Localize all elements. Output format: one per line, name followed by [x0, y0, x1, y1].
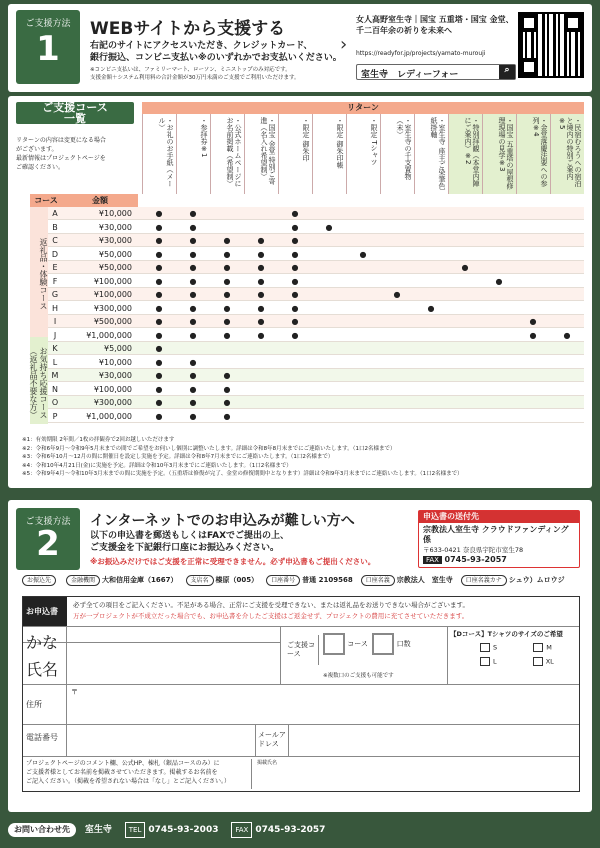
- included-dot: ●: [189, 276, 197, 286]
- search-text: 室生寺 レディーフォー: [361, 70, 459, 80]
- included-dot: ●: [189, 398, 197, 407]
- course-row: [48, 302, 584, 315]
- included-dot: ●: [461, 263, 469, 272]
- course-row: [48, 329, 584, 342]
- bank-label: お振込先: [22, 575, 56, 586]
- included-dot: ●: [291, 222, 299, 232]
- included-dot: ●: [189, 330, 197, 340]
- included-dot: ●: [155, 263, 163, 272]
- contact-bar: お問い合わせ先 室生寺 TEL 0745-93-2003 FAX 0745-93-2057: [8, 822, 325, 838]
- web-note: ※コンビニ支払いは、ファミリーマート、ローソン、ミニストップのみ対応です。 支援金額＋システム利用料の合計金額が30万円未満のご支援でご利用いただけます。: [90, 67, 300, 81]
- course-amount: ¥1,000,000: [86, 411, 132, 421]
- phone-field[interactable]: [69, 725, 255, 756]
- included-dot: ●: [155, 411, 163, 421]
- included-dot: ●: [427, 303, 435, 313]
- included-dot: ●: [223, 411, 231, 421]
- course-row: [48, 234, 584, 247]
- published-name-field[interactable]: 掲載氏名: [257, 760, 278, 766]
- included-dot: ●: [155, 249, 163, 259]
- included-dot: ●: [257, 249, 265, 259]
- included-dot: ●: [257, 290, 265, 299]
- included-dot: ●: [257, 276, 265, 286]
- included-dot: ●: [223, 249, 231, 259]
- course-amount: ¥300,000: [93, 398, 132, 407]
- course-id: E: [52, 263, 58, 272]
- course-amount: ¥10,000: [98, 357, 132, 367]
- course-id: K: [52, 344, 58, 353]
- course-row: [48, 342, 584, 355]
- course-id: B: [52, 222, 58, 232]
- included-dot: ●: [155, 317, 163, 326]
- included-dot: ●: [291, 236, 299, 245]
- return-column-7: ・限定 Tシャツ: [346, 114, 380, 194]
- course-amount: ¥300,000: [93, 303, 132, 313]
- method-badge-1: [16, 10, 80, 84]
- web-desc: 右記のサイトにアクセスいただき、クレジットカード、 銀行振込、コンビニ支払い※のいずれかでお支払いください。: [90, 41, 342, 63]
- included-dot: ●: [257, 263, 265, 272]
- footnote: ※4：令和10年4月21日(金)に実施を予定。詳細は令和10年3月末までにご連絡いたします。（1口2名様まで）: [22, 462, 292, 469]
- course-amount: ¥30,000: [98, 222, 132, 232]
- chevron-right-icon: ›: [340, 34, 348, 55]
- included-dot: ●: [291, 317, 299, 326]
- course-id: P: [52, 411, 58, 421]
- course-id: C: [52, 236, 58, 245]
- method-label: ご支援方法: [25, 19, 71, 29]
- group-support: お気持ち応援コース（返礼品不要な方）: [30, 337, 48, 424]
- course-id: H: [51, 303, 58, 313]
- course-row: [48, 221, 584, 234]
- included-dot: ●: [223, 398, 231, 407]
- bank-value: 榛原（005）: [215, 576, 259, 584]
- included-dot: ●: [189, 317, 197, 326]
- course-amount: ¥10,000: [98, 209, 132, 218]
- included-dot: ●: [189, 371, 197, 380]
- included-dot: ●: [155, 222, 163, 232]
- course-entry[interactable]: コース 口数: [323, 633, 411, 655]
- included-dot: ●: [189, 209, 197, 218]
- course-id: F: [52, 276, 58, 286]
- included-dot: ●: [291, 249, 299, 259]
- tshirt-size: 【Dコース】Tシャツのサイズのご希望 S M L XL: [447, 627, 579, 684]
- course-amount: ¥5,000: [104, 344, 132, 353]
- course-amount: ¥30,000: [98, 371, 132, 380]
- included-dot: ●: [155, 290, 163, 299]
- course-row: [48, 275, 584, 288]
- included-dot: ●: [223, 263, 231, 272]
- search-icon[interactable]: ⌕: [499, 65, 515, 79]
- course-row: [48, 315, 584, 328]
- included-dot: ●: [257, 303, 265, 313]
- course-footnotes: [22, 436, 578, 479]
- course-row: [48, 288, 584, 301]
- included-dot: ●: [189, 303, 197, 313]
- application-form: お申込書 必ず全ての項目をご記入ください。不足がある場合、正常にご支援を受理できない、または返礼品をお送りできない場合がございます。 万が一プロジェクトが不成立だった場合でも、お申込書を介したご支援はご返金せず、プロジェクトの費用に充てさせていただきます。 かな 氏名 ご支援コース コース 口数 ※複数口のご支援も可能です 【Dコース】Tシャツのサイズのご希望 S M L XL 住所 〒 電話番号 メールアドレス プロジェクトページのコメント欄、公式HP、棟札（銀品コースのみ）に ご支援者様としてお名前を掲載させていただきます。掲載するお名前を ご記入ください。（掲載を希望されない場合は「なし」とご記入ください。） 掲載氏名: [22, 596, 580, 792]
- return-column-13: ・民宿むろうへの宿泊と境内の特別ご案内※5: [550, 114, 584, 194]
- offline-desc: 以下の申込書を郵送もしくはFAXでご提出の上、 ご支援金を下記銀行口座にお振込みください。: [90, 531, 290, 553]
- course-row: [48, 261, 584, 274]
- included-dot: ●: [189, 222, 197, 232]
- return-column-4: ・国宝 金堂 特別ご寄進（名入れ希望制）: [244, 114, 278, 194]
- course-amount: ¥100,000: [93, 290, 132, 299]
- qr-code[interactable]: [518, 12, 584, 78]
- included-dot: ●: [155, 398, 163, 407]
- size-l-checkbox[interactable]: [480, 657, 490, 666]
- return-column-3: ・公式ホームページにお名前掲載（希望制）: [210, 114, 244, 194]
- course-id: M: [51, 371, 59, 380]
- included-dot: ●: [325, 222, 333, 232]
- course-id: D: [51, 249, 59, 259]
- offline-warning: ※お振込みだけではご支援を正常に受理できません。必ず申込書もご提出ください。: [90, 557, 376, 566]
- included-dot: ●: [155, 209, 163, 218]
- included-dot: ●: [223, 290, 231, 299]
- return-column-9: ・室生寺 座主ご染筆色紙掛軸: [414, 114, 448, 194]
- return-column-6: ・限定 御朱印帳: [312, 114, 346, 194]
- bank-label: 口座番号: [266, 575, 300, 586]
- course-amount: ¥500,000: [93, 317, 132, 326]
- included-dot: ●: [189, 357, 197, 367]
- course-amount: ¥50,000: [98, 249, 132, 259]
- course-id: G: [51, 290, 59, 299]
- included-dot: ●: [223, 236, 231, 245]
- course-row: [48, 410, 584, 423]
- included-dot: ●: [155, 330, 163, 340]
- mail-address-box: 申込書の送付先 宗教法人室生寺 クラウドファンディング係 〒633-0421 奈良県宇陀市室生78 FAX 0745-93-2057: [418, 510, 580, 568]
- search-box[interactable]: [356, 64, 516, 80]
- included-dot: ●: [291, 330, 299, 340]
- included-dot: ●: [495, 276, 503, 286]
- bank-value: 宗教法人 室生寺: [396, 576, 453, 584]
- included-dot: ●: [155, 276, 163, 286]
- course-id: O: [51, 398, 59, 407]
- kana-field[interactable]: [69, 627, 280, 642]
- method-badge-2: ご支援方法 2: [16, 508, 80, 570]
- bank-label: 金融機関: [66, 575, 100, 586]
- course-row: [48, 383, 584, 396]
- amount-column-header: 金額: [62, 194, 138, 207]
- return-column-12: ・金堂落慶法要への参列※4: [516, 114, 550, 194]
- included-dot: ●: [155, 371, 163, 380]
- course-id: I: [53, 317, 57, 326]
- course-row: [48, 396, 584, 409]
- footnote: ※5：令和9年4月〜令和10年3月末までの間に実施を予定。（五重塔は修復が完了、金堂の修復期間中となります）詳細は令和9年3月末までにご連絡いたします。（1口2名様まで）: [22, 471, 463, 477]
- included-dot: ●: [529, 317, 537, 326]
- footnote: ※2：令和6年9月〜令和9年5月末までの間でご希望をお伺いし個別に調整いたします。詳細は令和8年8月末までにご連絡いたします。（1口2名様まで）: [22, 445, 396, 452]
- bank-value: 普通 2109568: [302, 576, 353, 584]
- included-dot: ●: [155, 236, 163, 245]
- form-title: お申込書: [23, 597, 67, 626]
- group-experience: 返礼品・体験コース: [30, 207, 48, 337]
- course-id: J: [53, 330, 57, 340]
- included-dot: ●: [223, 330, 231, 340]
- address-field[interactable]: 〒: [71, 688, 78, 696]
- included-dot: ●: [189, 236, 197, 245]
- course-row: [48, 207, 584, 220]
- bank-label: 支店名: [186, 575, 214, 586]
- included-dot: ●: [189, 263, 197, 272]
- return-column-5: ・限定 御朱印: [278, 114, 312, 194]
- web-title: WEBサイトから支援する: [90, 19, 286, 39]
- footnote: ※1：有効期限 2年間／1枚の拝観券で2回お越しいただけます: [22, 437, 175, 443]
- included-dot: ●: [189, 411, 197, 421]
- return-header: リターン: [142, 102, 584, 114]
- included-dot: ●: [155, 357, 163, 367]
- course-row: [48, 356, 584, 369]
- course-id: L: [52, 357, 58, 367]
- included-dot: ●: [257, 330, 265, 340]
- bank-label: 口座名義: [361, 575, 395, 586]
- bank-label: 口座名義カナ: [461, 575, 507, 586]
- included-dot: ●: [189, 249, 197, 259]
- included-dot: ●: [223, 317, 231, 326]
- included-dot: ●: [155, 303, 163, 313]
- included-dot: ●: [529, 330, 537, 340]
- offline-title: インターネットでのお申込みが難しい方へ: [90, 513, 355, 529]
- included-dot: ●: [563, 330, 571, 340]
- course-row: [48, 369, 584, 382]
- included-dot: ●: [291, 303, 299, 313]
- name-field[interactable]: [69, 643, 280, 685]
- included-dot: ●: [223, 371, 231, 380]
- web-support-section: [8, 4, 592, 92]
- course-id: A: [52, 209, 58, 218]
- size-xl-checkbox[interactable]: [533, 657, 543, 666]
- included-dot: ●: [223, 384, 231, 394]
- bank-value: シュウ）ムロウジ: [508, 576, 565, 584]
- included-dot: ●: [257, 236, 265, 245]
- included-dot: ●: [291, 209, 299, 218]
- size-m-checkbox[interactable]: [533, 643, 543, 652]
- footnote: ※3：令和6年10月〜12月の間に開催日を設定し実施を予定。詳細は令和8年7月末までにご連絡いたします。（1口2名様まで）: [22, 454, 334, 460]
- course-row: [48, 248, 584, 261]
- bank-info: [22, 574, 573, 586]
- included-dot: ●: [189, 290, 197, 299]
- course-amount: ¥30,000: [98, 236, 132, 245]
- included-dot: ●: [359, 249, 367, 259]
- return-column-11: ・国宝 五重塔の屋根修理現場の見学※3: [482, 114, 516, 194]
- course-amount: ¥1,000,000: [86, 330, 132, 340]
- size-s-checkbox[interactable]: [480, 643, 490, 652]
- included-dot: ●: [393, 290, 401, 299]
- return-column-2: ・参拝券※1: [176, 114, 210, 194]
- included-dot: ●: [223, 303, 231, 313]
- included-dot: ●: [223, 276, 231, 286]
- included-dot: ●: [257, 317, 265, 326]
- included-dot: ●: [155, 384, 163, 394]
- course-list-title: ご支援コース 一覧: [16, 102, 134, 124]
- return-column-8: ・室生寺の千支置物（未）: [380, 114, 414, 194]
- return-column-1: ・お礼のお手紙（メール）: [142, 114, 176, 194]
- course-column-header: コース: [30, 194, 62, 207]
- included-dot: ●: [189, 384, 197, 394]
- bank-value: 大和信用金庫（1667）: [102, 576, 178, 584]
- project-url[interactable]: https://readyfor.jp/projects/yamato-murouji: [356, 50, 486, 57]
- course-note: リターンの内容は変更になる場合 がございます。 最新情報はプロジェクトページを ご確認ください。: [16, 137, 106, 171]
- course-amount: ¥100,000: [93, 276, 132, 286]
- course-list-section: [8, 96, 592, 488]
- offline-support-section: [8, 500, 592, 812]
- included-dot: ●: [291, 276, 299, 286]
- return-column-10: ・特別拝観（本堂内陣にご案内）※2: [448, 114, 482, 194]
- included-dot: ●: [291, 290, 299, 299]
- included-dot: ●: [155, 344, 163, 353]
- email-field[interactable]: [291, 725, 579, 756]
- project-name: 女人高野室生寺｜国宝 五重塔・国宝 金堂、 千二百年余の祈りを未来へ: [356, 15, 514, 35]
- included-dot: ●: [291, 263, 299, 272]
- course-amount: ¥100,000: [93, 384, 132, 394]
- course-amount: ¥50,000: [98, 263, 132, 272]
- course-id: N: [52, 384, 58, 394]
- method-number: 1: [36, 29, 60, 69]
